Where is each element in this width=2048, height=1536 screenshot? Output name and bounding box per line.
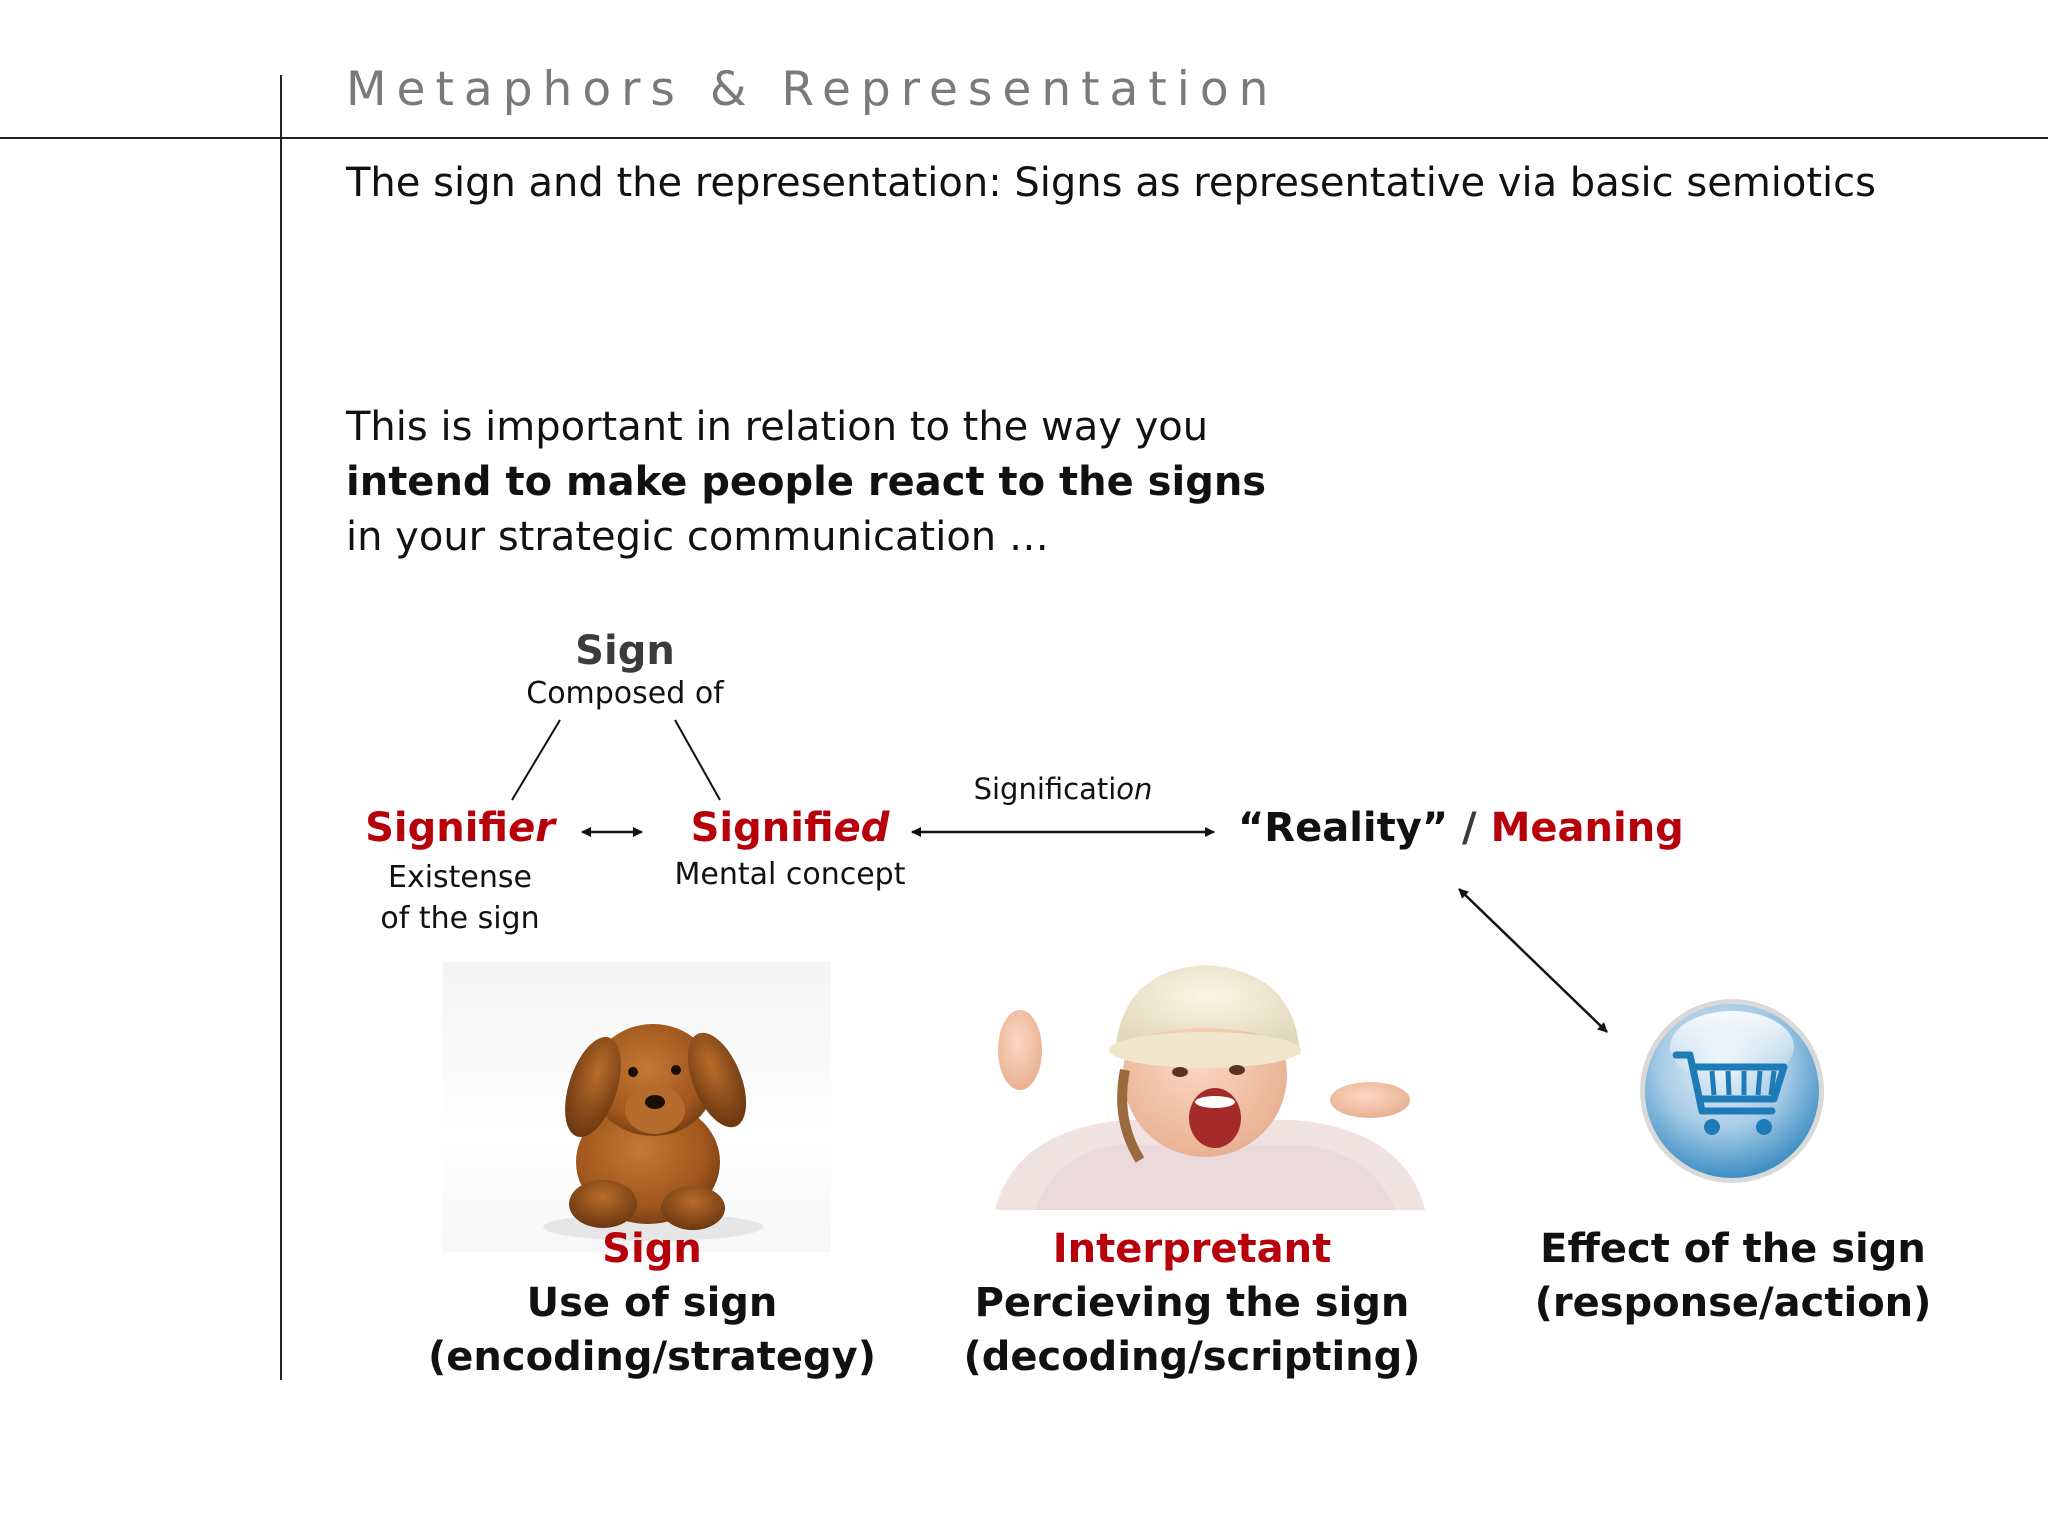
bottom-column-effect [1535, 1222, 1932, 1330]
signification-stem: Significati [973, 772, 1117, 806]
meaning-effect-arrow [1459, 889, 1607, 1032]
signified-description: Mental concept [674, 857, 906, 892]
bottom-effect-line2: (response/action) [1534, 1280, 1932, 1326]
girl-illustration [975, 960, 1445, 1210]
diagram-composed-of: Composed of [526, 676, 724, 711]
intro-line-1: This is important in relation to the way you [346, 404, 1209, 450]
diagram-sign-title: Sign [575, 628, 675, 674]
bottom-interpretant-title: Interpretant [1052, 1226, 1332, 1272]
teddy-dog-icon [443, 962, 831, 1252]
bottom-interpretant-line1: Percieving the sign [974, 1280, 1410, 1326]
signification-label [974, 772, 1153, 806]
signifier-description [380, 857, 539, 939]
signification-suffix: on [1116, 772, 1153, 806]
teddy-dog-photo [443, 962, 831, 1252]
signifier-suffix: er [508, 805, 555, 851]
signifier-sub-1: Existense [388, 860, 532, 895]
signifier-label [365, 805, 555, 851]
bottom-sign-line1: Use of sign [526, 1280, 778, 1326]
bottom-sign-title: Sign [602, 1226, 702, 1272]
composed-line-left [512, 720, 560, 800]
signifier-stem: Signifi [365, 805, 509, 851]
signified-label [691, 805, 890, 851]
bottom-effect-line1: Effect of the sign [1540, 1226, 1926, 1272]
laughing-girl-photo [975, 960, 1445, 1210]
bottom-column-interpretant [963, 1222, 1420, 1384]
reality-meaning-label [1238, 805, 1684, 851]
composed-line-right [675, 720, 720, 800]
intro-line-2: intend to make people react to the signs [346, 459, 1267, 505]
meaning-label: Meaning [1490, 805, 1684, 851]
bottom-sign-line2: (encoding/strategy) [427, 1334, 877, 1380]
page-title: Metaphors & Representation [346, 62, 1279, 117]
signified-stem: Signifi [690, 805, 834, 851]
reality-slash: / [1448, 805, 1491, 851]
signified-suffix: ed [833, 805, 890, 851]
cart-button-graphic [1636, 995, 1828, 1187]
reality-label: “Reality” [1238, 805, 1449, 851]
slide-subtitle: The sign and the representation: Signs as representative via basic semiotics [346, 160, 1876, 206]
shopping-cart-icon [1636, 995, 1828, 1187]
intro-line-3: in your strategic communication … [346, 514, 1049, 560]
bottom-interpretant-line2: (decoding/scripting) [963, 1334, 1421, 1380]
signifier-sub-2: of the sign [380, 901, 540, 936]
bottom-column-sign [428, 1222, 876, 1384]
